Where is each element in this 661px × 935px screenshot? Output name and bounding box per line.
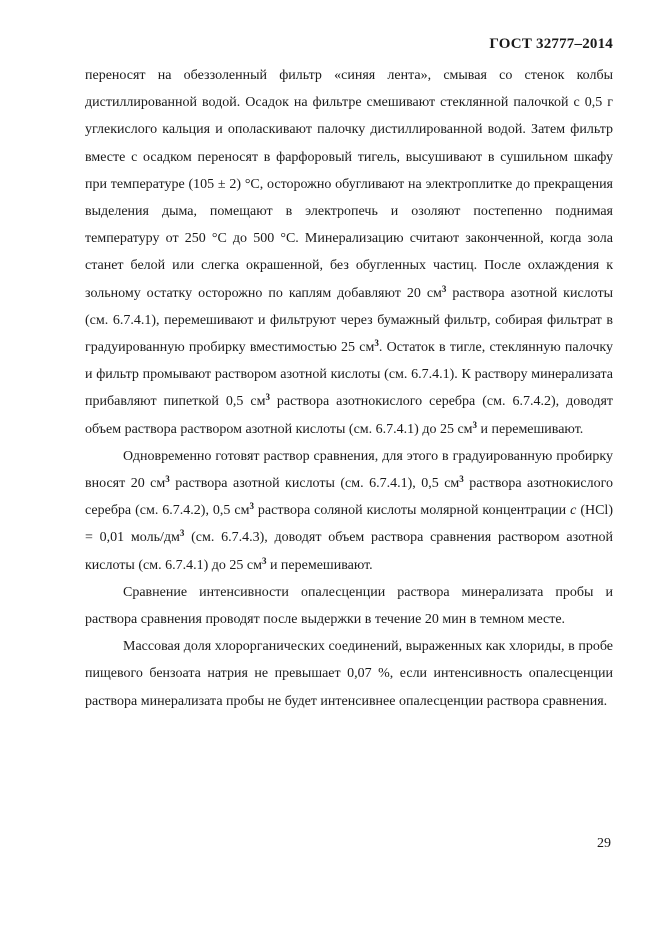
text-run: Сравнение интенсивности опалесценции раствора минерализата пробы и раствора сравнения проводят после выдержки в течение 20 мин в темном месте. — [85, 584, 613, 628]
text-run: раствора азотной кислоты (см. 6.7.4.1), перемешивают и фильтруют через бумажный фильтр, собирая фильтрат в градуированную пробирку вместимостью 25 см — [85, 285, 613, 356]
page-number: 29 — [597, 836, 611, 851]
superscript: 3 — [179, 528, 185, 539]
superscript: 3 — [441, 283, 447, 294]
text-run: (HCl) = 0,01 моль/дм — [85, 503, 613, 546]
paragraph — [85, 62, 613, 443]
text-run: переносят на обеззоленный фильтр «синяя лента», смывая со стенок колбы дистиллированной водой. Осадок на фильтре смешивают стеклянной палочкой с 0,5 г углекислого кальция и ополаскивают палочку дистиллированной водой. Затем фильтр вместе с осадком переносят в фарфоровый тигель, высушивают в сушильном шкафу при температуре (105 ± 2) °С, осторожно обугливают на электроплитке до прекращения выделения дыма, помещают в электропечь и озоляют постепенно поднимая температуру от 250 °С до 500 °С. Минерализацию считают законченной, когда зола станет белой или слегка окрашенной, без обугленных частиц. После охлаждения к зольному остатку осторожно по каплям добавляют 20 см — [85, 68, 613, 301]
text-run: . Остаток в тигле, стеклянную палочку и фильтр промывают раствором азотной кислоты (см. 6.7.4.1). К раствору минерализата прибавляют пипеткой 0,5 см — [85, 340, 613, 410]
text-run: и перемешивают. — [477, 421, 584, 437]
page-body — [85, 62, 613, 715]
text-run: Одновременно готовят раствор сравнения, для этого в градуированную пробирку вносят 20 см — [85, 448, 613, 492]
document-code: ГОСТ 32777–2014 — [489, 36, 613, 52]
superscript: 3 — [249, 501, 254, 512]
text-run: раствора азотной кислоты (см. 6.7.4.1), 0,5 см — [169, 476, 460, 492]
paragraph — [85, 579, 613, 633]
paragraph — [85, 443, 613, 579]
superscript: 3 — [265, 392, 270, 403]
italic-variable: с — [570, 503, 577, 519]
superscript: 3 — [459, 474, 464, 485]
text-run: раствора азотнокислого серебра (см. 6.7.4.2), доводят объем раствора раствором азотной кислоты (см. 6.7.4.1) до 25 см — [85, 394, 613, 437]
superscript: 3 — [261, 555, 267, 566]
text-run: раствора соляной кислоты молярной концентрации — [253, 503, 571, 519]
text-run: раствора азотнокислого серебра (см. 6.7.4.2), 0,5 см — [85, 476, 614, 519]
superscript: 3 — [165, 474, 170, 485]
paragraph — [85, 633, 613, 715]
text-run: и перемешивают. — [266, 557, 373, 573]
text-run: (см. 6.7.4.3), доводят объем раствора сравнения раствором азотной кислоты (см. 6.7.4.1) до 25 см — [85, 530, 613, 573]
superscript: 3 — [472, 419, 478, 430]
superscript: 3 — [374, 338, 379, 349]
text-run: Массовая доля хлорорганических соединений, выраженных как хлориды, в пробе пищевого бензоата натрия не превышает 0,07 %, если интенсивность опалесценции раствора минерализата пробы не будет интенсивнее опалесценции раствора сравнения. — [85, 639, 613, 709]
